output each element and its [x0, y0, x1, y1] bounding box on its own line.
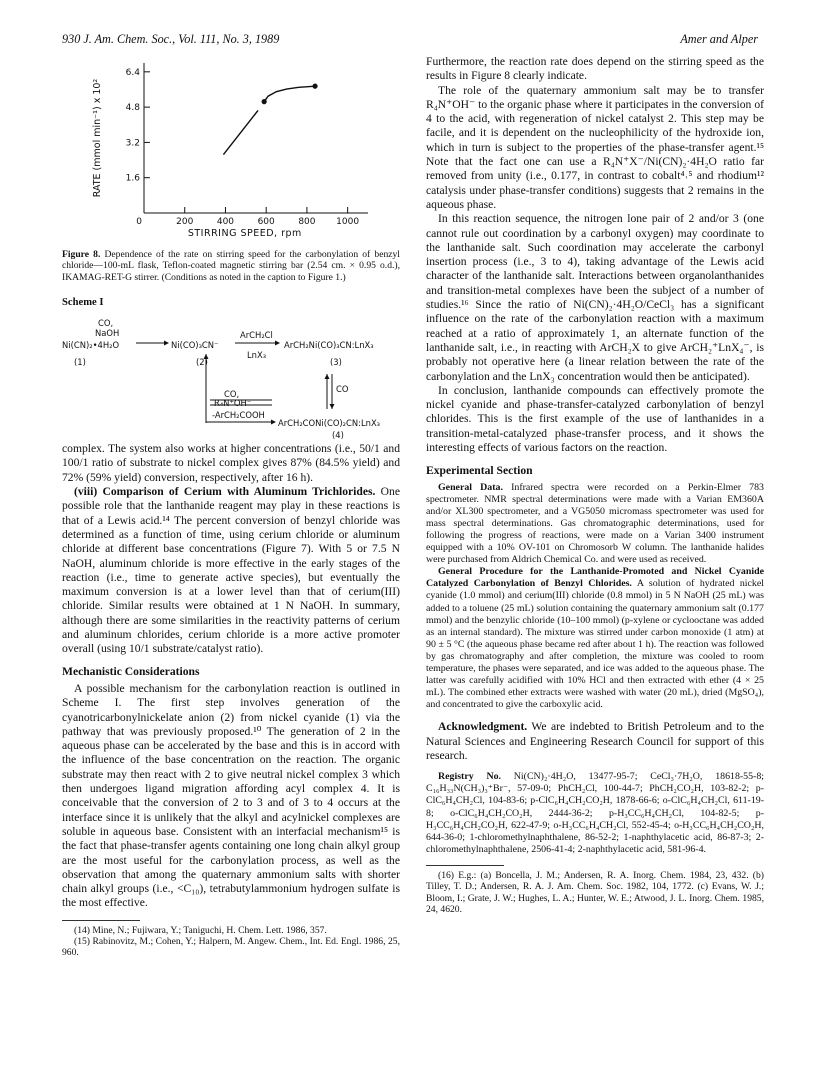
- right-column: [426, 55, 764, 915]
- y-tick-label: 4.8: [125, 103, 140, 114]
- figure-8-caption: [62, 249, 400, 283]
- mechanistic-heading: Mechanistic Considerations: [62, 664, 200, 678]
- footnote-15: (15) Rabinovitz, M.; Cohen, Y.; Halpern, M. Angew. Chem., Int. Ed. Engl. 1986, 25, 960.: [62, 935, 400, 959]
- data-point: [262, 99, 267, 104]
- scheme-arrow1-bottom: NaOH: [95, 328, 120, 339]
- acknowledgment-heading: Acknowledgment.: [438, 720, 528, 734]
- section-viii-heading: (viii) Comparison of Cerium with Aluminum Trichlorides.: [74, 485, 376, 499]
- registry-block: [426, 771, 764, 856]
- scheme-1: [62, 310, 400, 441]
- scheme-arrow3-line3: -ArCH₂COOH: [212, 410, 265, 421]
- scheme-arrow2-bottom: LnX₃: [247, 350, 267, 361]
- right-paragraph-1: Furthermore, the reaction rate does depend on the stirring speed as the results in Figure 8 clearly indicate.: [426, 55, 764, 83]
- scheme-arrow3-line2: R₄N⁺OH⁻: [214, 398, 252, 409]
- data-curve: [264, 86, 315, 101]
- left-paragraph-2: [62, 485, 400, 657]
- figure-8-caption-text: Dependence of the rate on stirring speed for the carbonylation of benzyl chloride—100-mL flask, Teflon-coated magnetic stirring bar (2.54 cm. × 0.95 o.d.), IKAMAG-RET-G stirrer. (Conditions as noted in the caption to Figure 1.): [62, 249, 400, 283]
- scheme-intermediate: Ni(CO)₃CN⁻: [171, 340, 219, 351]
- scheme-label-4: (4): [332, 430, 344, 441]
- section-viii-text: One possible role that the lanthanide reagent may play in these reactions is that of a Lewis acid.¹⁴ The percent conversion of benzyl chloride was determined as a function of time, using cerium chloride or aluminum chloride at different base concentrations (Figure 7). With 5 or 7.5 N NaOH, aluminum chloride is more effective in the early stages of the reaction (i.e., time to generate active species), but eventually the maximum conversion is at a lower level than that of cerium(III) chloride. Similar results were obtained at 1 N NaOH. In summary, although there are some similarities in the reactivity patterns of cerium and aluminum chlorides, cerium chloride is a more active promoter overall (using 10/1 substrate/catalyst ratio).: [62, 485, 400, 656]
- scheme-arrow3-line1: CO,: [224, 389, 240, 400]
- scheme-product-3: ArCH₂Ni(CO)₃CN:LnX₃: [284, 340, 374, 351]
- x-axis-label: STIRRING SPEED, rpm: [187, 228, 302, 239]
- right-paragraph-2: The role of the quaternary ammonium salt may be to transfer R₄N⁺OH⁻ to the organic phase where it participates in the conversion of 4 to the acid, with regeneration of nickel catalyst 2. This step may be facile, and it is dependent on the nucleophilicity of the hydroxide ion, which in turn is subject to the properties of the phase-transfer agent.¹⁵ Note that the fact one can use a R₄N⁺X⁻/Ni(CN)₂·4H₂O ratio far removed from unity (i.e., 0.177, in contrast to cobalt⁴˒⁵ and rhodium¹² catalysis under phase-transfer conditions) suggests that 2 remains in the aqueous phase.: [426, 83, 764, 211]
- acknowledgment-paragraph: [426, 720, 764, 763]
- x-tick-label: 800: [298, 217, 316, 227]
- procedure-heading: General Procedure for the Lanthanide-Promoted and Nickel Cyanide Catalyzed Carbonylation of Benzyl Chlorides.: [426, 566, 764, 590]
- registry-paragraph: [426, 771, 764, 856]
- scheme-arrow2-top: ArCH₂Cl: [240, 330, 273, 341]
- footnote-rule-right: [426, 865, 504, 866]
- experimental-heading: Experimental Section: [426, 464, 533, 478]
- scheme-product-4: ArCH₂CONi(CO)₂CN:LnX₃: [278, 418, 381, 429]
- y-tick-label: 3.2: [125, 138, 140, 149]
- right-paragraph-4: In conclusion, lanthanide compounds can effectively promote the nickel cyanide and phase-transfer-catalyzed carbonylation of benzyl chlorides. This is the first example of the use of lanthanides in a transition-metal-catalyzed phase-transfer process, and it shows the interesting effects of various factors on the reaction.: [426, 383, 764, 455]
- general-data-heading: General Data.: [438, 481, 503, 493]
- registry-text: Ni(CN)₂·4H₂O, 13477-95-7; CeCl₃·7H₂O, 18618-55-8; C₁₆H₃₃N(CH₃)₃⁺Br⁻, 57-09-0; PhCH₂Cl, 100-44-7; PhCH₂CO₂H, 103-82-2; p-ClC₆H₄CH₂Cl, 104-83-6; p-ClC₆H₄CH₂CO₂H, 1878-66-6; o-ClC₆H₄CH₂Cl, 611-19-8; o-ClC₆H₄CH₂CO₂H, 2444-36-2; p-H₃CC₆H₄CH₂Cl, 104-82-5; p-H₃CC₆H₄CH₂CO₂H, 622-47-9; o-H₃CC₆H₄CH₂Cl, 552-45-4; o-H₃CC₆H₄CH₂CO₂H, 644-36-0; 1-chloromethylnaphthalene, 86-52-2; 1-naphthylacetic acid, 86-87-3; 2-chloromethylnaphthalene, 2506-41-4; 2-naphthylacetic acid, 581-96-4.: [426, 771, 765, 855]
- procedure-paragraph: [426, 566, 764, 711]
- x-tick-label: 1000: [336, 217, 360, 227]
- header-authors: Amer and Alper: [680, 32, 758, 46]
- data-curve: [223, 110, 258, 154]
- scheme-label-1: (1): [74, 357, 86, 368]
- x-tick-label: 400: [216, 217, 235, 227]
- y-axis-label: RATE (mmol min⁻¹) x 10²: [92, 78, 103, 198]
- left-column: [62, 55, 400, 959]
- scheme-reactant: Ni(CN)₂•4H₂O: [62, 340, 120, 351]
- general-data-paragraph: [426, 482, 764, 567]
- data-point: [312, 84, 317, 89]
- footnote-16: (16) E.g.: (a) Boncella, J. M.; Andersen, R. A. Inorg. Chem. 1984, 23, 432. (b) Tilley, T. D.; Andersen, R. A. J. Am. Chem. Soc. 1982, 104, 1772. (c) Evans, W. J.; Bloom, I.; Grate, J. W.; Hughes, L. A.; Hunter, W. E.; Atwood, J. L. Inorg. Chem. 1985, 24, 4620.: [426, 869, 764, 915]
- scheme-title: Scheme I: [62, 296, 104, 308]
- registry-heading: Registry No.: [438, 771, 501, 783]
- figure-8: [62, 55, 400, 247]
- footnote-14: (14) Mine, N.; Fujiwara, Y.; Taniguchi, H. Chem. Lett. 1986, 357.: [74, 924, 327, 936]
- y-tick-label: 6.4: [125, 67, 140, 78]
- right-paragraph-3: In this reaction sequence, the nitrogen lone pair of 2 and/or 3 (one cannot rule out coordination by a carbonyl oxygen) may coordinate to the lanthanide salt. Such coordination may accelerate the carbonyl insertion process (i.e., 3 to 4), taking advantage of the Lewis acid character of the lanthanide salt. Interactions between organolanthanides and transition-metal complexes have been the subject of a number of studies.¹⁶ Since the ratio of Ni(CN)₂·4H₂O/CeCl₃ has a significant influence on the rate of the carbonylation reaction with a maximum reached at a ratio of approximately 1, an alternate function of the lanthanide salt, i.e., in reacting with ArCH₂X to give ArCH₂⁺LnX₄⁻, is probably not operative here (a linear relation between the rate of the carbonylation and the LnX₃ concentration would then be anticipated).: [426, 212, 764, 383]
- scheme-arrow1-top: CO,: [98, 318, 114, 329]
- x-tick-label: 200: [176, 217, 194, 227]
- procedure-text: A solution of hydrated nickel cyanide (1.0 mmol) and cerium(III) chloride (0.8 mmol) in 5 N NaOH (25 mL) was added to a toluene (25 mL) solution containing the quaternary ammonium salt (0.177 mmol) and the benzylic chloride (10–100 mmol) (p-xylene or cyclooctane was added as an internal standard). The mixture was stirred under carbon monoxide (1 atm) at 90 ± 5 °C (the aqueous phase became red after about 1 h). The reaction was followed by gas chromatography and after completion, the mixture was cooled to room temperature, the phases were separated, and ice was added to the aqueous phase. The latter was carefully acidified with 10% HCl and then extracted with ether (4 × 25 mL). The combined ether extracts were washed with water (20 mL), dried (MgSO₄), and concentrated to give the carboxylic acid.: [426, 578, 764, 711]
- figure-8-caption-label: Figure 8.: [62, 249, 101, 260]
- scheme-label-2: (2): [196, 357, 208, 368]
- left-paragraph-3: A possible mechanism for the carbonylation reaction is outlined in Scheme I. The first step involves generation of the cyanotricarbonylnickelate anion (2) from nickel cyanide (1) via the pathway that was previously proposed.¹⁰ The generation of 2 in the aqueous phase can be accelerated by the base and this is in accord with the influence of the base concentration on the reaction. The organic substrate may then react with 2 to give neutral nickel complex 3 which then undergoes ligand migration affording acyl complex 4. It is conceivable that the conversion of 2 to 3 and of 3 to 4 occurs at the interface since it is unlikely that the alkyl and acylnickel complexes are soluble in aqueous base. Consistent with an interfacial mechanism¹⁵ is the fact that phase-transfer agents containing one long chain alkyl group are the most useful for the carbonylation process, as well as the observation that among the quaternary ammonium salts with shorter chain alkyl groups (i.e., <C₁₀), tetrabutylammonium hydrogen sulfate is the most effective.: [62, 681, 400, 910]
- running-header: [62, 32, 758, 48]
- y-tick-label: 1.6: [125, 173, 140, 184]
- figure-8-plot: [62, 55, 400, 247]
- scheme-co-label: CO: [336, 384, 349, 395]
- experimental-body: [426, 482, 764, 712]
- footnote-rule-left: [62, 920, 140, 921]
- y-tick-label: 0: [136, 217, 142, 227]
- general-data-text: Infrared spectra were recorded on a Perkin-Elmer 783 spectrometer. NMR spectral determinations were made with a Varian EM360A and/or XL300 spectrometer, and a VG5050 micromass spectrometer was used for mass spectral determinations. Gas chromatographic determinations, used for following the progress of reactions, were made on a Varian 3400 instrument equipped with a 10% OV-101 on Chromosorb W column. The lanthanide halides were purchased from Aldrich Chemical Co. and were used as received.: [426, 481, 764, 566]
- header-journal: 930 J. Am. Chem. Soc., Vol. 111, No. 3, 1989: [62, 32, 280, 46]
- scheme-label-3: (3): [330, 357, 342, 368]
- x-tick-label: 600: [257, 217, 275, 227]
- left-paragraph-1: complex. The system also works at higher concentrations (i.e., 50/1 and 100/1 ratio of substrate to nickel complex gives 87% (84.5% yield) and 72% (59% yield) conversion, respectively, after 16 h).: [62, 442, 400, 484]
- acknowledgment-text: We are indebted to British Petroleum and to the Natural Sciences and Engineering Research Council for support of this research.: [426, 720, 764, 762]
